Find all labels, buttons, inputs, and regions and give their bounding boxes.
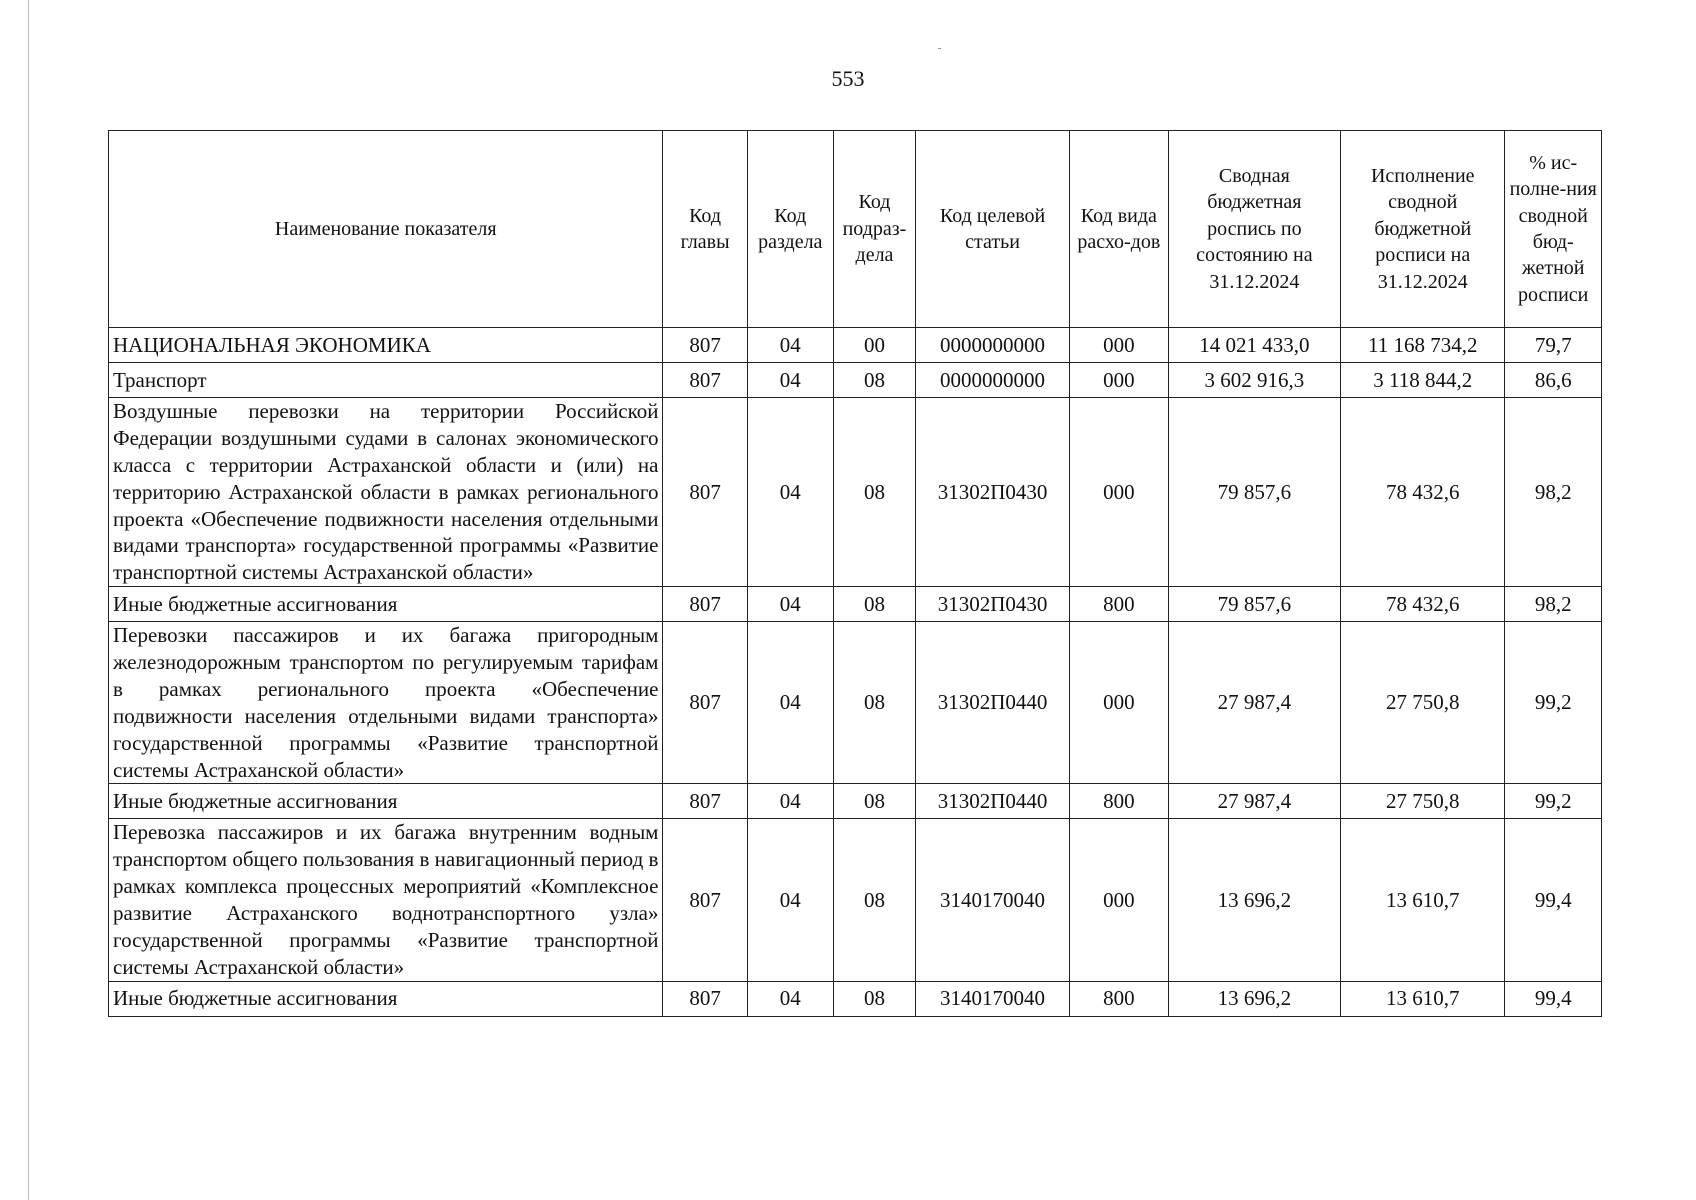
row-expense-type-code: 000 xyxy=(1070,398,1169,587)
table-row xyxy=(109,398,1602,587)
row-expense-type-code: 000 xyxy=(1070,328,1169,363)
row-budget-execution: 11 168 734,2 xyxy=(1341,328,1505,363)
row-subsection-code: 08 xyxy=(833,587,915,622)
header-subsection-code: Код подраз-дела xyxy=(833,131,915,328)
row-execution-percent: 99,2 xyxy=(1505,784,1602,819)
row-target-code: 3140170040 xyxy=(916,819,1070,981)
row-chapter-code: 807 xyxy=(663,784,747,819)
row-subsection-code: 00 xyxy=(833,328,915,363)
table-body xyxy=(109,328,1602,1017)
row-execution-percent: 99,4 xyxy=(1505,981,1602,1016)
row-target-code: 31302П0440 xyxy=(916,622,1070,784)
row-name: Перевозка пассажиров и их багажа внутренним водным транспортом общего пользования в навигационный период в рамках комплекса процессных мероприятий «Комплексное развитие Астраханского воднотранспортного узла» государственной программы «Развитие транспортной системы Астраханской области» xyxy=(109,819,663,981)
row-chapter-code: 807 xyxy=(663,819,747,981)
row-expense-type-code: 000 xyxy=(1070,363,1169,398)
header-target-code: Код целевой статьи xyxy=(916,131,1070,328)
header-chapter-code: Код главы xyxy=(663,131,747,328)
header-expense-type-code: Код вида расхо-дов xyxy=(1070,131,1169,328)
row-name: Иные бюджетные ассигнования xyxy=(109,784,663,819)
row-section-code: 04 xyxy=(747,784,833,819)
row-chapter-code: 807 xyxy=(663,622,747,784)
row-expense-type-code: 000 xyxy=(1070,622,1169,784)
row-expense-type-code: 800 xyxy=(1070,981,1169,1016)
row-budget-plan: 13 696,2 xyxy=(1168,819,1341,981)
row-section-code: 04 xyxy=(747,819,833,981)
row-name: Иные бюджетные ассигнования xyxy=(109,981,663,1016)
row-budget-plan: 79 857,6 xyxy=(1168,587,1341,622)
header-budget-execution: Исполнение сводной бюджетной росписи на 31.12.2024 xyxy=(1341,131,1505,328)
row-target-code: 0000000000 xyxy=(916,328,1070,363)
row-expense-type-code: 000 xyxy=(1070,819,1169,981)
header-execution-percent: % ис-полне-ния сводной бюд-жетной росписи xyxy=(1505,131,1602,328)
row-chapter-code: 807 xyxy=(663,398,747,587)
row-subsection-code: 08 xyxy=(833,819,915,981)
row-chapter-code: 807 xyxy=(663,587,747,622)
row-budget-plan: 13 696,2 xyxy=(1168,981,1341,1016)
row-section-code: 04 xyxy=(747,363,833,398)
row-execution-percent: 98,2 xyxy=(1505,587,1602,622)
row-subsection-code: 08 xyxy=(833,622,915,784)
row-expense-type-code: 800 xyxy=(1070,784,1169,819)
row-budget-execution: 3 118 844,2 xyxy=(1341,363,1505,398)
row-execution-percent: 98,2 xyxy=(1505,398,1602,587)
table-row xyxy=(109,622,1602,784)
row-budget-plan: 27 987,4 xyxy=(1168,622,1341,784)
row-budget-plan: 3 602 916,3 xyxy=(1168,363,1341,398)
table-row xyxy=(109,328,1602,363)
header-budget-plan: Сводная бюджетная роспись по состоянию на 31.12.2024 xyxy=(1168,131,1341,328)
row-subsection-code: 08 xyxy=(833,398,915,587)
header-name: Наименование показателя xyxy=(109,131,663,328)
row-chapter-code: 807 xyxy=(663,363,747,398)
row-budget-execution: 13 610,7 xyxy=(1341,819,1505,981)
table-row xyxy=(109,784,1602,819)
row-target-code: 31302П0430 xyxy=(916,398,1070,587)
row-budget-execution: 13 610,7 xyxy=(1341,981,1505,1016)
row-budget-execution: 27 750,8 xyxy=(1341,784,1505,819)
row-section-code: 04 xyxy=(747,398,833,587)
row-budget-execution: 78 432,6 xyxy=(1341,587,1505,622)
row-target-code: 31302П0430 xyxy=(916,587,1070,622)
row-target-code: 31302П0440 xyxy=(916,784,1070,819)
row-budget-plan: 27 987,4 xyxy=(1168,784,1341,819)
header-section-code: Код раздела xyxy=(747,131,833,328)
row-budget-execution: 27 750,8 xyxy=(1341,622,1505,784)
table-header xyxy=(109,131,1602,328)
table-row xyxy=(109,819,1602,981)
table-row xyxy=(109,981,1602,1016)
row-section-code: 04 xyxy=(747,587,833,622)
scan-edge-line xyxy=(28,0,29,1200)
scan-speck xyxy=(938,48,941,49)
row-subsection-code: 08 xyxy=(833,981,915,1016)
row-name: Иные бюджетные ассигнования xyxy=(109,587,663,622)
row-chapter-code: 807 xyxy=(663,328,747,363)
budget-execution-table xyxy=(108,130,1602,1017)
row-target-code: 3140170040 xyxy=(916,981,1070,1016)
row-budget-plan: 79 857,6 xyxy=(1168,398,1341,587)
row-budget-plan: 14 021 433,0 xyxy=(1168,328,1341,363)
row-subsection-code: 08 xyxy=(833,363,915,398)
row-expense-type-code: 800 xyxy=(1070,587,1169,622)
row-subsection-code: 08 xyxy=(833,784,915,819)
row-execution-percent: 99,2 xyxy=(1505,622,1602,784)
row-name: НАЦИОНАЛЬНАЯ ЭКОНОМИКА xyxy=(109,328,663,363)
row-target-code: 0000000000 xyxy=(916,363,1070,398)
table-row xyxy=(109,587,1602,622)
table-row xyxy=(109,363,1602,398)
row-chapter-code: 807 xyxy=(663,981,747,1016)
header-row xyxy=(109,131,1602,328)
row-execution-percent: 99,4 xyxy=(1505,819,1602,981)
row-name: Транспорт xyxy=(109,363,663,398)
row-section-code: 04 xyxy=(747,622,833,784)
page-number: 553 xyxy=(831,66,865,91)
row-execution-percent: 86,6 xyxy=(1505,363,1602,398)
row-name: Перевозки пассажиров и их багажа пригородным железнодорожным транспортом по регулируемым тарифам в рамках регионального проекта «Обеспечение подвижности населения отдельными видами транспорта» государственной программы «Развитие транспортной системы Астраханской области» xyxy=(109,622,663,784)
row-section-code: 04 xyxy=(747,981,833,1016)
row-name: Воздушные перевозки на территории Российской Федерации воздушными судами в салонах экономического класса с территории Астраханской области и (или) на территорию Астраханской области в рамках регионального проекта «Обеспечение подвижности населения отдельными видами транспорта» государственной программы «Развитие транспортной системы Астраханской области» xyxy=(109,398,663,587)
row-budget-execution: 78 432,6 xyxy=(1341,398,1505,587)
row-execution-percent: 79,7 xyxy=(1505,328,1602,363)
row-section-code: 04 xyxy=(747,328,833,363)
